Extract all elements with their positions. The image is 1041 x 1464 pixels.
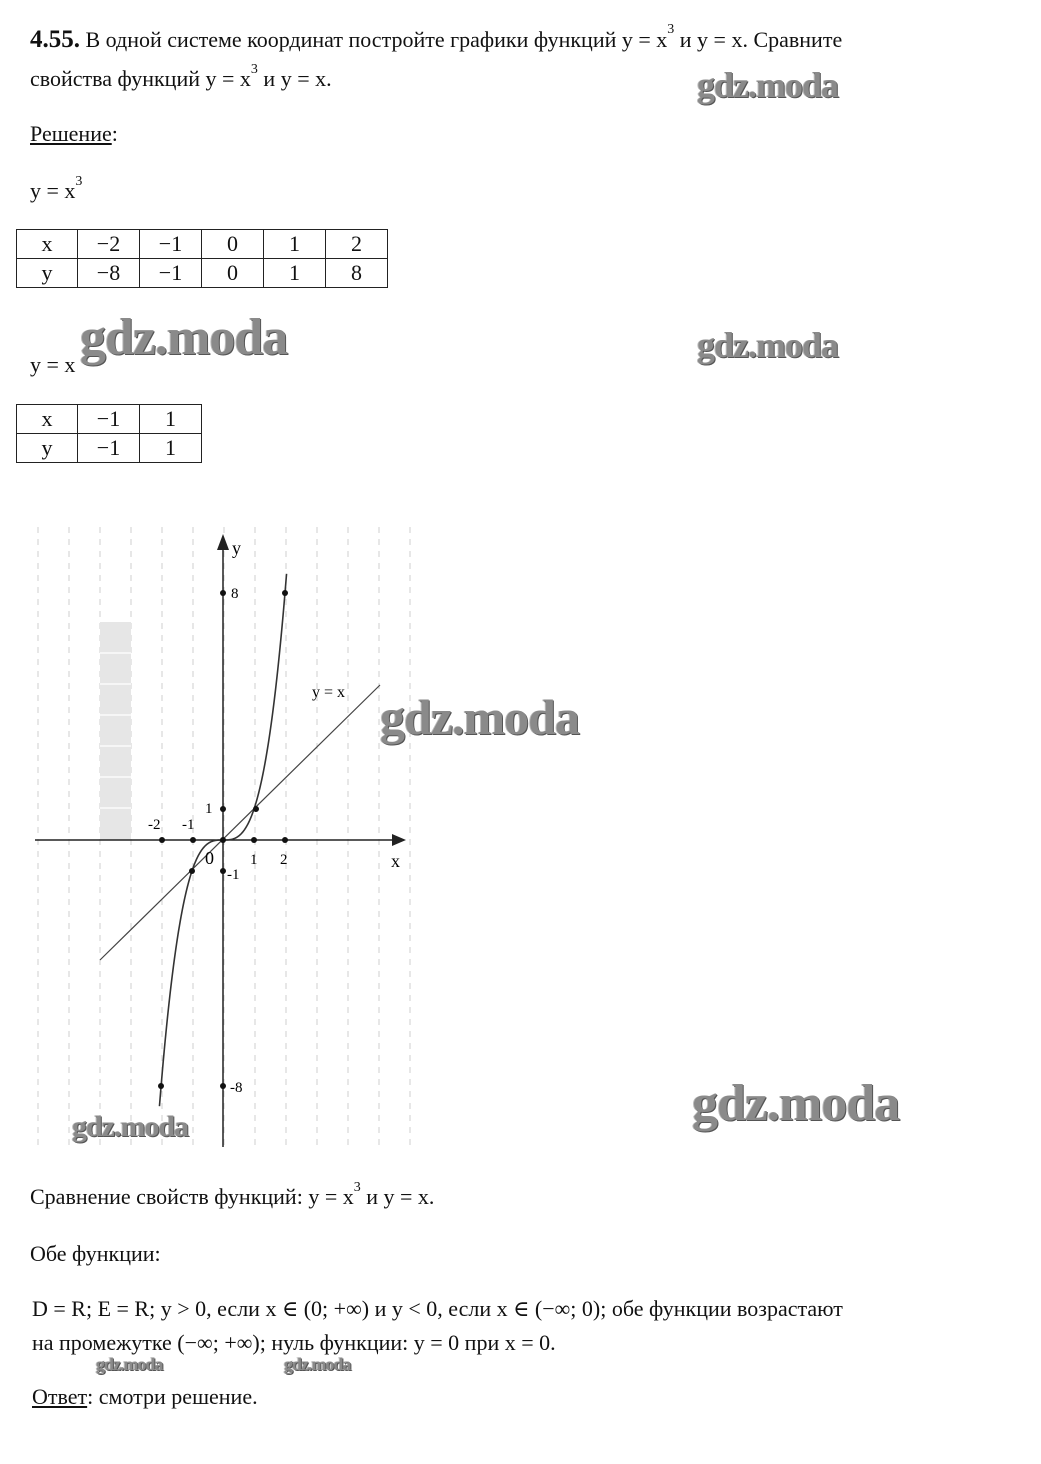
comparison-exp: 3 <box>353 1180 361 1195</box>
tick-y-minus-8: -8 <box>230 1080 243 1096</box>
solution-heading <box>30 121 118 147</box>
table-row <box>17 259 388 288</box>
table-cell: 2 <box>326 230 388 259</box>
point-2-0 <box>282 837 288 843</box>
table-cell: −8 <box>78 259 140 288</box>
shaded-strip <box>100 622 131 840</box>
linear-function-label: y = x <box>30 352 76 377</box>
problem-text-tail: и y = x. Сравните <box>674 27 843 52</box>
answer-text: : смотри решение. <box>87 1384 258 1409</box>
linear-line-label: y = x <box>312 684 346 701</box>
comparison-tail: и y = x. <box>360 1184 435 1209</box>
point-0-m8 <box>220 1083 226 1089</box>
cube-function-label <box>30 174 83 204</box>
problem-number: 4.55. <box>30 26 80 53</box>
function-graph <box>30 522 420 1152</box>
point-0-0 <box>220 837 226 843</box>
linear-graph-line <box>100 685 380 960</box>
watermark-8: gdz.moda <box>284 1354 351 1374</box>
table-cell: 1 <box>264 230 326 259</box>
comparison-text: Сравнение свойств функций: y = x <box>30 1184 354 1209</box>
problem-text-2-tail: и y = x. <box>257 66 332 91</box>
x-axis-arrow-icon <box>392 834 406 846</box>
linear-value-table <box>16 404 202 463</box>
point-1-1 <box>253 806 259 812</box>
table-cell: 0 <box>202 230 264 259</box>
watermark-5: gdz.moda <box>72 1110 189 1143</box>
table-cell: −1 <box>78 405 140 434</box>
watermark-6: gdz.moda <box>692 1075 900 1132</box>
table-row <box>17 405 202 434</box>
tick-y-minus-1: -1 <box>227 867 240 883</box>
table-header-y: y <box>17 434 78 463</box>
x-axis-label: x <box>391 851 400 871</box>
watermark-4: gdz.moda <box>380 689 579 745</box>
table-cell: 1 <box>140 434 202 463</box>
point-m1-m1 <box>189 868 195 874</box>
cube-label-text: y = x <box>30 178 76 203</box>
tick-x-0: 0 <box>205 848 214 868</box>
tick-y-1: 1 <box>205 801 213 817</box>
table-cell: 1 <box>264 259 326 288</box>
answer-line <box>32 1384 258 1410</box>
cube-label-exp: 3 <box>75 174 83 189</box>
table-cell: −2 <box>78 230 140 259</box>
point-2-8 <box>282 590 288 596</box>
table-cell: 0 <box>202 259 264 288</box>
tick-x-minus-1: -1 <box>182 817 195 833</box>
problem-line-2 <box>30 62 332 92</box>
tick-x-2: 2 <box>280 852 288 868</box>
table-header-y: y <box>17 259 78 288</box>
table-cell: −1 <box>78 434 140 463</box>
watermark-7: gdz.moda <box>96 1354 163 1374</box>
cube-value-table <box>16 229 388 288</box>
properties-line-1: D = R; E = R; y > 0, если x ∈ (0; +∞) и y < 0, если x ∈ (−∞; 0); обе функции возрастают <box>32 1296 843 1321</box>
tick-x-minus-2: -2 <box>148 817 161 833</box>
problem-line-1 <box>30 22 843 54</box>
point-m1-0 <box>190 837 196 843</box>
watermark-3: gdz.moda <box>697 325 839 365</box>
table-header-x: x <box>17 405 78 434</box>
y-axis-label: y <box>232 538 241 558</box>
table-cell: −1 <box>140 230 202 259</box>
point-0-8 <box>220 590 226 596</box>
problem-text-2: свойства функций y = x <box>30 66 251 91</box>
problem-exponent-2: 3 <box>250 62 258 77</box>
problem-exponent: 3 <box>667 22 675 37</box>
solution-colon: : <box>111 121 118 146</box>
point-0-m1 <box>220 868 226 874</box>
both-functions-label: Обе функции: <box>30 1241 161 1266</box>
point-0-1 <box>220 806 226 812</box>
table-cell: −1 <box>140 259 202 288</box>
table-row <box>17 230 388 259</box>
point-1-0 <box>251 837 257 843</box>
table-cell: 8 <box>326 259 388 288</box>
tick-y-8: 8 <box>231 586 239 602</box>
answer-label: Ответ <box>32 1384 88 1409</box>
solution-label: Решение <box>30 121 112 146</box>
table-cell: 1 <box>140 405 202 434</box>
comparison-line <box>30 1180 435 1210</box>
watermark-1: gdz.moda <box>697 65 839 105</box>
table-header-x: x <box>17 230 78 259</box>
point-m2-0 <box>159 837 165 843</box>
point-m2-m8 <box>158 1083 164 1089</box>
problem-text: В одной системе координат постройте графики функций y = x <box>85 27 668 52</box>
tick-x-1: 1 <box>250 852 258 868</box>
y-axis-arrow-icon <box>217 534 229 550</box>
table-row <box>17 434 202 463</box>
properties-line-2: на промежутке (−∞; +∞); нуль функции: y = 0 при x = 0. <box>32 1330 556 1355</box>
watermark-2: gdz.moda <box>80 309 288 366</box>
